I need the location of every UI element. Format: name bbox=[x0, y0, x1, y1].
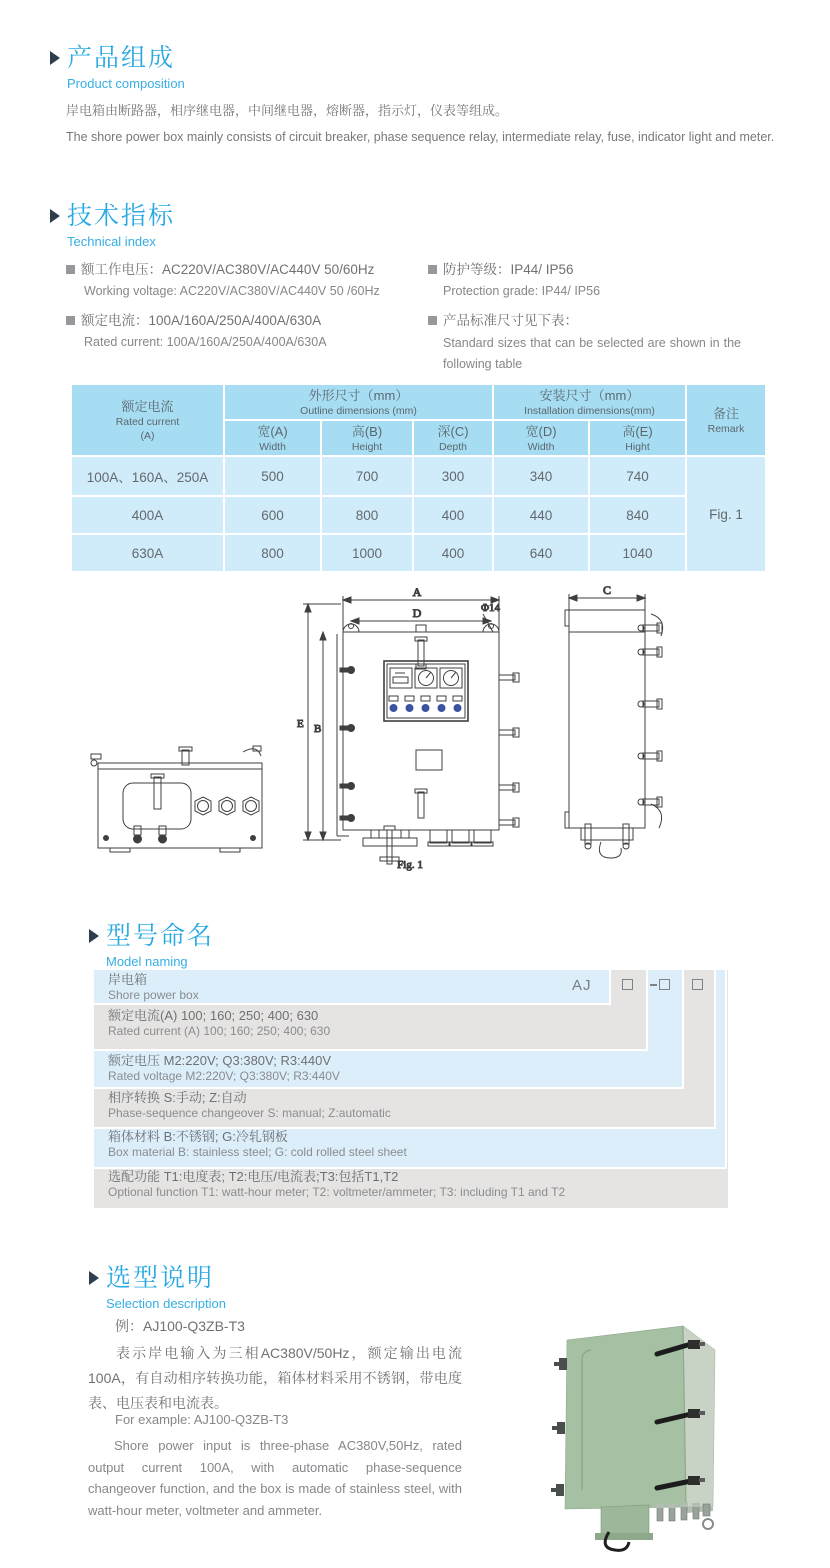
cell-value: 1040 bbox=[589, 534, 686, 572]
cell-value: 400 bbox=[413, 534, 493, 572]
section-title-en: Model naming bbox=[106, 954, 188, 969]
cell-rated-current: 630A bbox=[71, 534, 224, 572]
dim-label-c: C bbox=[602, 583, 612, 597]
section-arrow-icon bbox=[50, 51, 60, 65]
spec-item-en: Rated current: 100A/160A/250A/400A/630A bbox=[84, 335, 327, 349]
spec-item: 防护等级：IP44/ IP56 bbox=[428, 258, 574, 278]
bullet-square-icon bbox=[428, 265, 437, 274]
selection-body-zh: 表示岸电输入为三相AC380V/50Hz，额定输出电流100A，有自动相序转换功能，箱体材料采用不锈钢，带电度表、电压表和电流表。 bbox=[88, 1345, 462, 1411]
section-title-en: Product composition bbox=[67, 76, 185, 91]
model-code-placeholder-box bbox=[622, 979, 633, 990]
naming-row-label: 选配功能 T1:电度表; T2:电压/电流表;T3:包括T1,T2 Optional function T1: watt-hour meter; T2: voltmeter/ammeter; T3: including T1 and T2 bbox=[108, 1169, 566, 1199]
naming-row-label: 额定电流(A) 100; 160; 250; 400; 630 Rated current (A) 100; 160; 250; 400; 630 bbox=[108, 1008, 331, 1038]
bullet-square-icon bbox=[66, 265, 75, 274]
col-header-width-d: 宽(D) Width bbox=[493, 420, 589, 456]
dim-label-b: B bbox=[314, 723, 322, 735]
bullet-square-icon bbox=[428, 316, 437, 325]
naming-row-label: 相序转换 S:手动; Z:自动 Phase-sequence changeover S: manual; Z:automatic bbox=[108, 1090, 391, 1120]
hinges bbox=[551, 1358, 567, 1496]
cell-rated-current: 400A bbox=[71, 496, 224, 534]
cell-value: 700 bbox=[321, 456, 413, 496]
cell-value: 640 bbox=[493, 534, 589, 572]
selection-example-en: For example: AJ100-Q3ZB-T3 bbox=[115, 1412, 289, 1427]
section-title-en: Technical index bbox=[67, 234, 156, 249]
model-code-placeholder-box bbox=[692, 979, 703, 990]
spec-item: 产品标准尺寸见下表： bbox=[428, 309, 578, 329]
bullet-square-icon bbox=[66, 316, 75, 325]
indicator-lights bbox=[389, 696, 462, 712]
spec-item-en: Standard sizes that can be selected are shown in the following table bbox=[443, 336, 741, 371]
section-arrow-icon bbox=[89, 1271, 99, 1285]
cell-value: 1000 bbox=[321, 534, 413, 572]
cell-value: 800 bbox=[321, 496, 413, 534]
section-arrow-icon bbox=[89, 929, 99, 943]
col-header-hight-e: 高(E) Hight bbox=[589, 420, 686, 456]
dim-label-a: A bbox=[412, 585, 422, 599]
section-technical-index-header bbox=[50, 202, 175, 249]
col-group-outline: 外形尺寸（mm） Outline dimensions (mm) bbox=[224, 384, 493, 420]
selection-body-en: Shore power input is three-phase AC380V,50Hz, rated output current 100A, with automatic phase-sequence changeover function, and the box is made of stainless steel, with watt-hour meter, voltmeter and ammeter. bbox=[88, 1438, 462, 1518]
drawing-caption: Fig. 1 bbox=[397, 859, 423, 871]
spec-item: 额工作电压：AC220V/AC380V/AC440V 50/60Hz bbox=[66, 258, 374, 278]
cell-rated-current: 100A、160A、250A bbox=[71, 456, 224, 496]
col-group-installation: 安装尺寸（mm） Installation dimensions(mm) bbox=[493, 384, 686, 420]
naming-row-label: 额定电压 M2:220V; Q3:380V; R3:440V Rated voltage M2:220V; Q3:380V; R3:440V bbox=[108, 1053, 340, 1083]
section-selection-description-header bbox=[89, 1264, 226, 1311]
naming-row-label: 箱体材料 B:不锈钢; G:冷轧钢板 Box material B: stainless steel; G: cold rolled steel sheet bbox=[108, 1129, 407, 1159]
spec-item: 额定电流：100A/160A/250A/400A/630A bbox=[66, 309, 321, 329]
table-row bbox=[71, 456, 766, 496]
section-product-composition-header bbox=[50, 44, 185, 91]
cell-value: 440 bbox=[493, 496, 589, 534]
table-row bbox=[71, 496, 766, 534]
composition-text-zh: 岸电箱由断路器，相序继电器，中间继电器，熔断器，指示灯，仪表等组成。 bbox=[66, 103, 509, 118]
col-header-height-b: 高(B) Height bbox=[321, 420, 413, 456]
product-photo bbox=[545, 1292, 795, 1564]
table-row bbox=[71, 534, 766, 572]
col-header-width-a: 宽(A) Width bbox=[224, 420, 321, 456]
naming-row-label: 岸电箱 Shore power box bbox=[108, 972, 199, 1002]
cell-value: 600 bbox=[224, 496, 321, 534]
section-title-zh: 型号命名 bbox=[106, 922, 215, 950]
cell-value: 500 bbox=[224, 456, 321, 496]
section-model-naming-header bbox=[89, 922, 214, 969]
section-title-zh: 技术指标 bbox=[67, 202, 176, 230]
section-arrow-icon bbox=[50, 209, 60, 223]
model-code-dash bbox=[650, 984, 657, 986]
composition-text-en: The shore power box mainly consists of circuit breaker, phase sequence relay, intermediate relay, fuse, indicator light and meter. bbox=[66, 130, 775, 144]
section-title-zh: 选型说明 bbox=[106, 1264, 215, 1292]
model-naming-diagram bbox=[94, 970, 734, 1208]
cell-value: 400 bbox=[413, 496, 493, 534]
model-code-placeholder-box bbox=[659, 979, 670, 990]
col-header-remark: 备注 Remark bbox=[686, 384, 766, 456]
section-title-zh: 产品组成 bbox=[67, 44, 176, 72]
cell-remark: Fig. 1 bbox=[686, 456, 766, 572]
cell-value: 300 bbox=[413, 456, 493, 496]
technical-drawing bbox=[85, 580, 775, 890]
model-code-prefix: AJ bbox=[572, 977, 592, 994]
col-header-depth-c: 深(C) Depth bbox=[413, 420, 493, 456]
cell-value: 800 bbox=[224, 534, 321, 572]
cell-value: 840 bbox=[589, 496, 686, 534]
dim-label-phi14: Φ14 bbox=[481, 602, 501, 614]
dim-label-e: E bbox=[297, 718, 304, 730]
col-header-rated-current: 额定电流 Rated current (A) bbox=[71, 384, 224, 456]
spec-item-en: Working voltage: AC220V/AC380V/AC440V 50 /60Hz bbox=[84, 284, 380, 298]
dimensions-table bbox=[70, 383, 767, 573]
cell-value: 340 bbox=[493, 456, 589, 496]
selection-example-zh: 例：AJ100-Q3ZB-T3 bbox=[115, 1318, 245, 1334]
section-title-en: Selection description bbox=[106, 1296, 226, 1311]
spec-item-en: Protection grade: IP44/ IP56 bbox=[443, 284, 601, 298]
cell-value: 740 bbox=[589, 456, 686, 496]
dim-label-d: D bbox=[412, 606, 422, 620]
